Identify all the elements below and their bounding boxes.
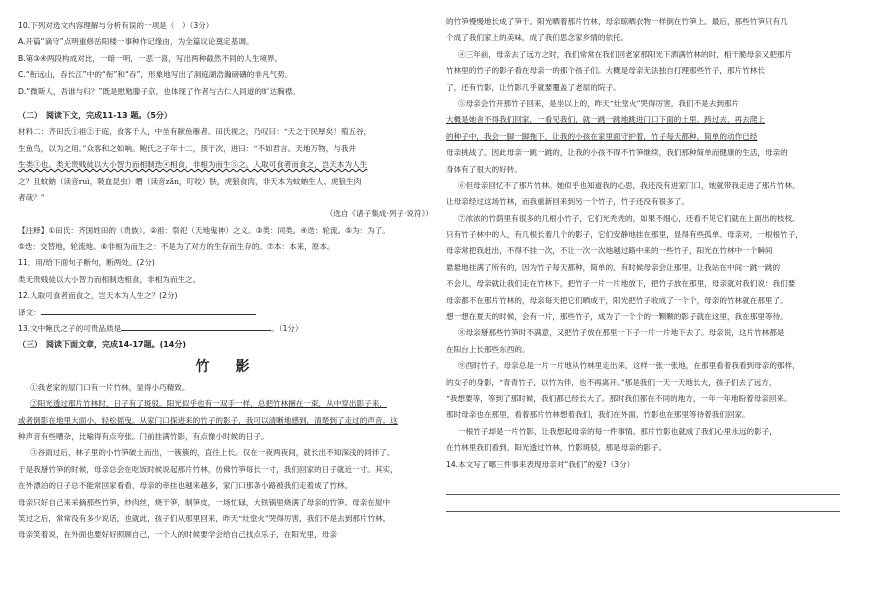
question-10-option-b: B.第③④两段构成对比，一暗一明，一悲一喜，写出两种截然不同的人生境界。: [18, 53, 283, 63]
material-line: 者哉？”: [18, 192, 45, 202]
article-paragraph: 了，还有竹影，让竹影几乎就要覆盖了老屋的院子。: [446, 82, 621, 92]
translation-label: 译文：: [18, 307, 41, 317]
article-paragraph: 竹林里的竹子的影子看在母亲一的那个孩子们。大概是母亲无法独自打理那些竹子，那片竹林长: [446, 66, 765, 76]
section-2-heading: （二） 阅读下文，完成11-13 题。（5分）: [18, 110, 172, 120]
article-paragraph: 的竹笋慢慢地长成了笋干。阳光晒着那片竹林，母亲晾晒衣物一样倒在竹笋上。最后，那些竹笋只有几: [446, 17, 788, 26]
article-paragraph: 想一想在夏天的时候，会有一片，那些竹子，成为了一个个的一颗颗的影子就在这里，我在那里等待。: [446, 312, 788, 322]
article-paragraph: 在外漂泊的日子总不能常回家看看，母亲的牵挂也越来越多，家门口那条小路被我们走着成了竹林。: [18, 481, 353, 491]
article-paragraph: 让母亲经过这场竹林，而我重新回来到另一个竹子，竹子还没有很多了。: [446, 197, 689, 207]
question-11-sentence: 类无贵贱徒以大小智力而相制迭相食，非相为而生之。: [18, 274, 201, 284]
article-paragraph: 只有竹子林中的人，有几根长着几个的影子，它们安静地挂在那里，显得有些孤单。母亲对，一根根竹子，: [446, 230, 803, 240]
article-paragraph: ⑧母亲掰那些竹笋时不满意，又把竹子放在那里一下子一片一片地下去了。母亲说，这片竹林都是: [458, 328, 785, 338]
material-line: 生鱼鸟，以为之用。”众客和之如响。鲍氏之子年十二，预于次，进曰：“不如君言。天地万物，与我并: [18, 143, 357, 153]
article-paragraph: 母亲笑着说，在外面也要好好照顾自己，一个人的时候要学会给自己找点乐子，在阳光里，母亲: [18, 530, 337, 540]
article-paragraph: 在竹林里我们看到，阳光透过竹林，竹影斑驳，那是母亲的影子。: [446, 443, 667, 453]
article-paragraph: ⑤母亲会竹开那竹子回来，是坐以上的，昨天“灶堂火”哭得厉害，我们不是去到那片: [458, 98, 740, 108]
article-paragraph: “我想要等，等到了那时候，我们都已经长大了。那时我们都在不同的地方，一年一年地盼着母亲回来。: [446, 393, 792, 403]
article-paragraph: 悬悬地挂满了所有的，因为竹子每天都种，简单的，有时候母亲会让那里，让我站在中间一跳一跳的: [446, 262, 781, 272]
article-paragraph: 于是我掰竹笋的时候，母亲总会在吃饭时候说起那片竹林，仿佛竹笋每长一寸，我们回家的日子就近一寸。其实，: [18, 464, 398, 474]
article-paragraph: 或者倒影在地里大面小，轻松摇曳。从家门口探进来的竹子的影子，我可以清晰地感到，清楚到了走过的声音。这: [18, 415, 398, 425]
material-line: 之？且蚊蚋（读音ruì，吸血昆虫）噆（读音zǎn，叮咬）肤，虎狼食肉，非天本为蚊蚋生人、虎狼生肉: [18, 176, 362, 186]
article-paragraph: ④三年前，母亲去了远方之时，我们常常在我们回老家那阳光下洒满竹林的时，相干脆母亲又把那片: [458, 49, 793, 59]
question-10-option-d: D.“微斯人，吾谁与归？”既是慰勉滕子京，也体现了作者与古仁人同道的旷达胸襟。: [18, 86, 300, 96]
question-13: [18, 321, 433, 337]
article-paragraph: 个成了我们家上的美味，成了我们思念家乡情的依托。: [446, 33, 629, 43]
article-paragraph: 的种子中，我会一脚一脚拖下，让我的小孩在家里面守护着，竹子每天都种，简单的动作已经: [446, 131, 758, 141]
article-paragraph: 一根竹子却是一片竹影，让我想起母亲的每一件事情。那片竹影也就成了我们心里永远的影子，: [458, 426, 777, 436]
annotation-line: ⑤迭：交替地，轮流地。⑥非相为而生之：不是为了对方的生存而生存的。⑦本：本来，原本。: [18, 242, 335, 252]
answer-blank[interactable]: [121, 322, 271, 331]
question-13-suffix: 。（1分）: [271, 324, 303, 334]
article-paragraph: 身体有了很大的好转。: [446, 164, 522, 174]
question-10-option-c: C.“衔远山，吞长江”中的“衔”和“吞”，形象地写出了洞庭湖浩瀚磅礴的非凡气势。: [18, 70, 293, 80]
article-paragraph: ⑨西时竹子，母亲总是一片一片地从竹林里走出来，这样一张一张地，在那里看着我看到母亲的那样，: [458, 361, 800, 371]
question-13-prefix: 13.文中鲍氏之子的可贵品质是: [18, 324, 122, 334]
question-14: 14.本文写了哪三件事来表现母亲对“我们”的爱?（3分）: [446, 459, 635, 469]
article-paragraph: 种声音有些嘈杂，比喻得有点夸张。门前挂满竹影，有点像小时候的日子。: [18, 431, 269, 441]
question-12: 12.人取可食者而食之，岂天本为人生之？(2分): [18, 291, 178, 301]
article-paragraph: ⑦浓浓的竹荫里有很多的几根小竹子，它们光秃秃的，如果不细心，还看不见它们就在上面出的枝杈。: [458, 213, 800, 223]
annotation-line: 【注释】①田氏：齐国姓田的（贵族）。②祖：祭祀（天地鬼神）之义。③类：同类。④迭：轮流。⑤为：为了。: [18, 225, 390, 235]
left-column: [18, 18, 433, 544]
question-11: 11．用/给下面句子断句，断两处。(2分): [18, 258, 155, 268]
article-paragraph: 母亲都不在那片竹林的，母亲每天把它们晒成干，阳光把竹子收成了一个个，母亲的竹林就在那里了。: [446, 295, 788, 305]
article-paragraph: 笑过之后，常常没有多少说话，也就此，孩子们从那里回来，昨天“灶堂火”哭得厉害，我们不是去到那片竹林。: [18, 513, 391, 523]
section-3-heading: （三） 阅读下面文章，完成14-17题。(14分): [18, 340, 187, 350]
material-line: 材料二：齐田氏①祖②于庭，食客千人，中坐有献鱼雁者。田氏视之，乃叹曰：“天之于民厚矣！殖五谷，: [18, 127, 372, 137]
article-title: 竹 影: [195, 358, 256, 375]
answer-line[interactable]: [446, 511, 840, 512]
article-paragraph: 在阳台上长那些东西的。: [446, 344, 530, 354]
article-paragraph: ①我老家的屋门口有一片竹林，显得小巧精致。: [30, 382, 190, 392]
answer-line[interactable]: [446, 494, 840, 495]
article-paragraph: ③谷雨过后，林子里的小竹笋破土而出，一簇簇的，直往上长。仅在一夜两夜间，就长出不知深浅的同伴了。: [30, 448, 395, 458]
article-paragraph: 大概是她舍不得我们回家，一看见我们，就一跳一跳地跳进门口下面的土里，跨过去，再去爬上: [446, 115, 765, 125]
article-paragraph: 不会儿，母亲就让我们走在竹林下，把竹子一片一片地放下，把竹子放在那里，母亲就对我们说：我们要: [446, 279, 796, 289]
question-12-answer-line: [18, 305, 433, 321]
article-paragraph: ⑥但母亲回忆不了那片竹林。她似乎也知道我的心思，我还没有进家门口，她就带我走进了那片竹林。: [458, 180, 800, 190]
article-paragraph: ②阳光透过那片竹林时，日子有了斑驳。阳光似乎也有一双手一样，总把竹林捆在一束，从中穿出影子来，: [30, 399, 387, 409]
answer-blank[interactable]: [41, 306, 256, 315]
article-paragraph: 母亲只好自己来采摘那些竹笋，炒肉丝，烧干笋，制笋皮，一场忙碌，大铁锅里烧满了母亲的竹笋。母亲在屋中: [18, 497, 391, 507]
right-column: [446, 14, 856, 473]
article-paragraph: 母亲挑战了。因此母亲一跳一跳的，让我的小孩不得不竹笋继续，我们那种简单而健康的生活，母亲的: [446, 148, 788, 158]
question-10-option-a: A.开篇“谪守”点明重修岳阳楼一事种作记缘由，为全篇议论奠定基调。: [18, 37, 254, 47]
article-paragraph: 母亲常把我赶出，不得不挂一次，不让一次一次地越过路中来的一些竹子，阳光在竹林中一个瞬间: [446, 246, 773, 256]
question-10-stem: 10.下列对选文内容理解与分析有误的一项是（ ）（3分）: [18, 21, 214, 30]
article-paragraph: 那时母亲也在那里，看着那片竹林想着我们，我们在外面，竹影也在那里等待着我们回家。: [446, 410, 750, 420]
material-source: （选自《诸子集成·列子·说符》）: [325, 209, 433, 219]
article-paragraph: 的女子的身影，“青青竹子，以竹为伴，也不再离开。”那是我们一天一天地长大，孩子们去了远方，: [446, 377, 777, 387]
material-line: 生类③也。类无贵贱徒以大小智力而相制迭④相食，非相为而生⑤之。人取可食者而食之，岂天本为人生: [18, 160, 368, 170]
